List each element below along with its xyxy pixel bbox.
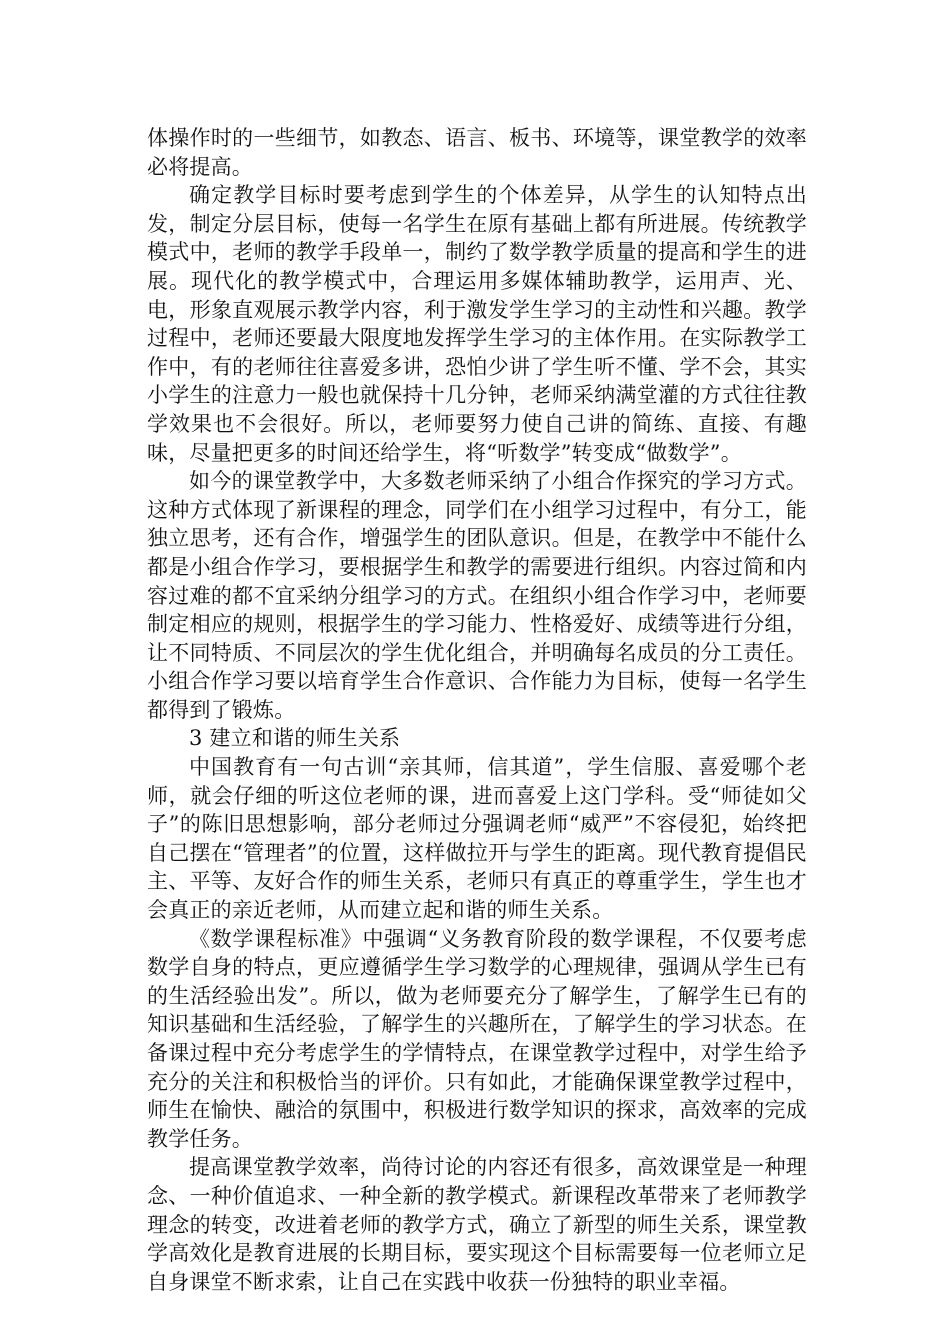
paragraph-curriculum-standard: 《数学课程标准》中强调“义务教育阶段的数学课程，不仅要考虑数学自身的特点，更应遵循学生学习数学的心理规律，强调从学生已有的生活经验出发”。所以，做为老师要充分了解学生，了解学生已有的知识基础和生活经验，了解学生的兴趣所在，了解学生的学习状态。在备课过程中充分考虑学生的学情特点，在课堂教学过程中，对学生给予充分的关注和积极恰当的评价。只有如此，才能确保课堂教学过程中，师生在愉快、融洽的氛围中，积极进行数学知识的探求，高效率的完成教学任务。 <box>147 926 807 1151</box>
section-heading: 3 建立和谐的师生关系 <box>189 726 401 751</box>
paragraph-group-learning: 如今的课堂教学中，大多数老师采纳了小组合作探究的学习方式。这种方式体现了新课程的理念，同学们在小组学习过程中，有分工，能独立思考，还有合作，增强学生的团队意识。但是，在教学中不能什么都是小组合作学习，要根据学生和教学的需要进行组织。内容过简和内容过难的都不宜采纳分组学习的方式。在组织小组合作学习中，老师要制定相应的规则，根据学生的学习能力、性格爱好、成绩等进行分组，让不同特质、不同层次的学生优化组合，并明确每名成员的分工责任。小组合作学习要以培育学生合作意识、合作能力为目标，使每一名学生都得到了锻炼。 <box>147 469 807 722</box>
paragraph-teacher-student-relation: 中国教育有一句古训“亲其师，信其道”，学生信服、喜爱哪个老师，就会仔细的听这位老师的课，进而喜爱上这门学科。受“师徒如父子”的陈旧思想影响，部分老师过分强调老师“威严”不容侵犯，始终把自己摆在“管理者”的位置，这样做拉开与学生的距离。现代教育提倡民主、平等、友好合作的师生关系，老师只有真正的尊重学生，学生也才会真正的亲近老师，从而建立起和谐的师生关系。 <box>147 755 807 923</box>
paragraph-conclusion: 提高课堂教学效率，尚待讨论的内容还有很多，高效课堂是一种理念、一种价值追求、一种全新的教学模式。新课程改革带来了老师教学理念的转变，改进着老师的教学方式，确立了新型的师生关系，课堂教学高效化是教育进展的长期目标，要实现这个目标需要每一位老师立足自身课堂不断求索，让自己在实践中收获一份独特的职业幸福。 <box>147 1155 807 1294</box>
paragraph-continuation: 体操作时的一些细节，如教态、语言、板书、环境等，课堂教学的效率必将提高。 <box>147 126 807 179</box>
paragraph-teaching-goals: 确定教学目标时要考虑到学生的个体差异，从学生的认知特点出发，制定分层目标，使每一名学生在原有基础上都有所进展。传统教学模式中，老师的教学手段单一，制约了数学教学质量的提高和学生的进展。现代化的教学模式中，合理运用多媒体辅助教学，运用声、光、电，形象直观展示教学内容，利于激发学生学习的主动性和兴趣。教学过程中，老师还要最大限度地发挥学生学习的主体作用。在实际教学工作中，有的老师往往喜爱多讲，恐怕少讲了学生听不懂、学不会，其实小学生的注意力一般也就保持十几分钟，老师采纳满堂灌的方式往往教学效果也不会很好。所以，老师要努力使自己讲的简练、直接、有趣味，尽量把更多的时间还给学生，将“听数学”转变成“做数学”。 <box>147 183 807 465</box>
document-page <box>147 124 807 1296</box>
